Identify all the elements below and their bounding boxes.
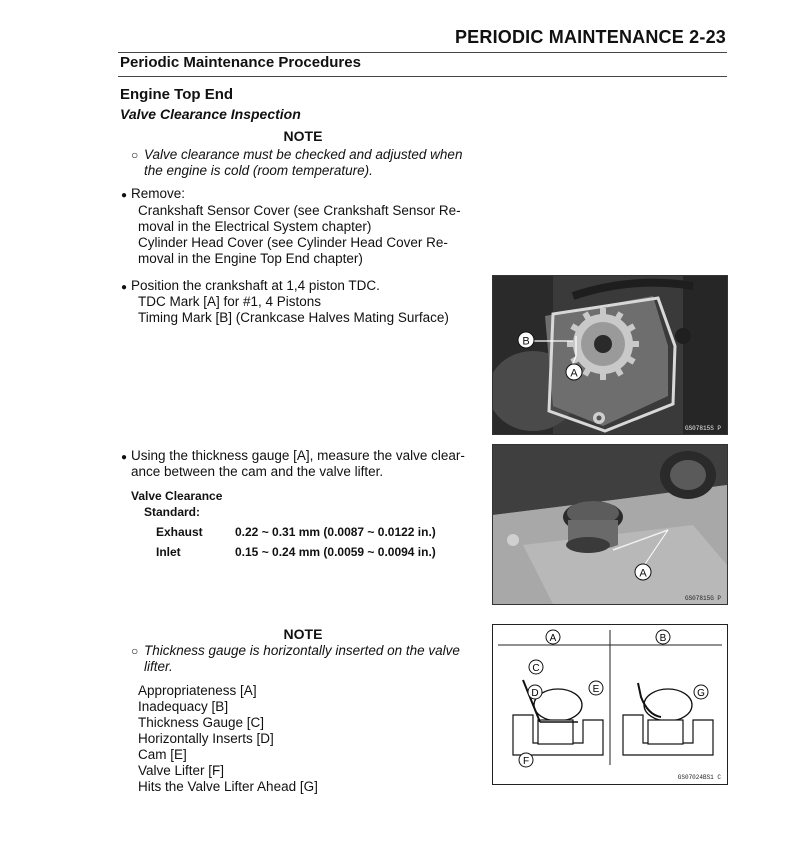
figure-code: GS07815S P (684, 425, 721, 432)
note-line: Valve clearance must be checked and adjusted when (144, 147, 463, 162)
gauge-line: Using the thickness gauge [A], measure the valve clear- (131, 448, 465, 463)
note-line: lifter. (144, 659, 173, 674)
gauge-insertion-illustration (493, 625, 727, 784)
spec-row-label: Inlet (156, 545, 181, 559)
note-heading: NOTE (283, 128, 323, 144)
figure-callout-b: B (522, 335, 530, 348)
legend-item: Hits the Valve Lifter Ahead [G] (138, 779, 318, 794)
diagram-callout-c: C (532, 663, 540, 674)
figure-callout-a: A (639, 567, 647, 580)
note-line: Thickness gauge is horizontally inserted on the valve (144, 643, 460, 658)
thickness-gauge-photo (492, 444, 728, 605)
position-line: TDC Mark [A] for #1, 4 Pistons (138, 294, 322, 309)
header-rule (118, 52, 727, 53)
bullet-marker: ● (121, 452, 128, 463)
remove-line: Crankshaft Sensor Cover (see Crankshaft Sensor Re- (138, 203, 461, 218)
page-header-title: PERIODIC MAINTENANCE 2-23 (454, 27, 726, 47)
spec-row-value: 0.15 ~ 0.24 mm (0.0059 ~ 0.0094 in.) (235, 545, 436, 559)
spec-standard: Standard: (144, 505, 201, 519)
diagram-callout-e: E (592, 684, 600, 695)
remove-line: moval in the Electrical System chapter) (138, 219, 372, 234)
legend-item: Valve Lifter [F] (138, 763, 225, 778)
subtopic-heading: Valve Clearance Inspection (120, 106, 301, 122)
diagram-callout-f: F (522, 756, 530, 767)
bullet-marker: ● (121, 282, 128, 293)
gauge-line: ance between the cam and the valve lifter. (131, 464, 384, 479)
diagram-callout-d: D (531, 688, 539, 699)
legend-item: Cam [E] (138, 747, 187, 762)
figure-callout-a: A (570, 367, 578, 380)
note-line: the engine is cold (room temperature). (144, 163, 373, 178)
legend-item: Appropriateness [A] (138, 683, 257, 698)
note-circle-marker: ○ (131, 148, 139, 162)
legend-item: Horizontally Inserts [D] (138, 731, 274, 746)
section-title: Periodic Maintenance Procedures (120, 54, 361, 71)
thickness-gauge-illustration (493, 445, 727, 604)
gauge-insertion-diagram (492, 624, 728, 785)
diagram-callout-b: B (659, 633, 667, 644)
diagram-callout-a: A (549, 633, 557, 644)
figure-code: GS07024BS1 C (677, 774, 721, 781)
diagram-callout-g: G (697, 688, 705, 699)
position-line: Timing Mark [B] (Crankcase Halves Mating Surface) (138, 310, 449, 325)
legend-item: Thickness Gauge [C] (138, 715, 265, 730)
spec-title: Valve Clearance (131, 489, 223, 503)
note-circle-marker: ○ (131, 644, 139, 658)
remove-line: moval in the Engine Top End chapter) (138, 251, 363, 266)
remove-label: Remove: (131, 186, 186, 201)
note-heading: NOTE (283, 626, 323, 642)
legend-item: Inadequacy [B] (138, 699, 229, 714)
remove-line: Cylinder Head Cover (see Cylinder Head Cover Re- (138, 235, 448, 250)
topic-heading: Engine Top End (120, 86, 234, 103)
spec-row-label: Exhaust (156, 525, 203, 539)
bullet-marker: ● (121, 190, 128, 201)
section-rule (118, 76, 727, 77)
crankshaft-timing-illustration (493, 276, 727, 434)
figure-code: GS07815G P (684, 595, 721, 602)
spec-row-value: 0.22 ~ 0.31 mm (0.0087 ~ 0.0122 in.) (235, 525, 436, 539)
crankshaft-timing-photo (492, 275, 728, 435)
position-line: Position the crankshaft at 1,4 piston TDC. (131, 278, 380, 293)
